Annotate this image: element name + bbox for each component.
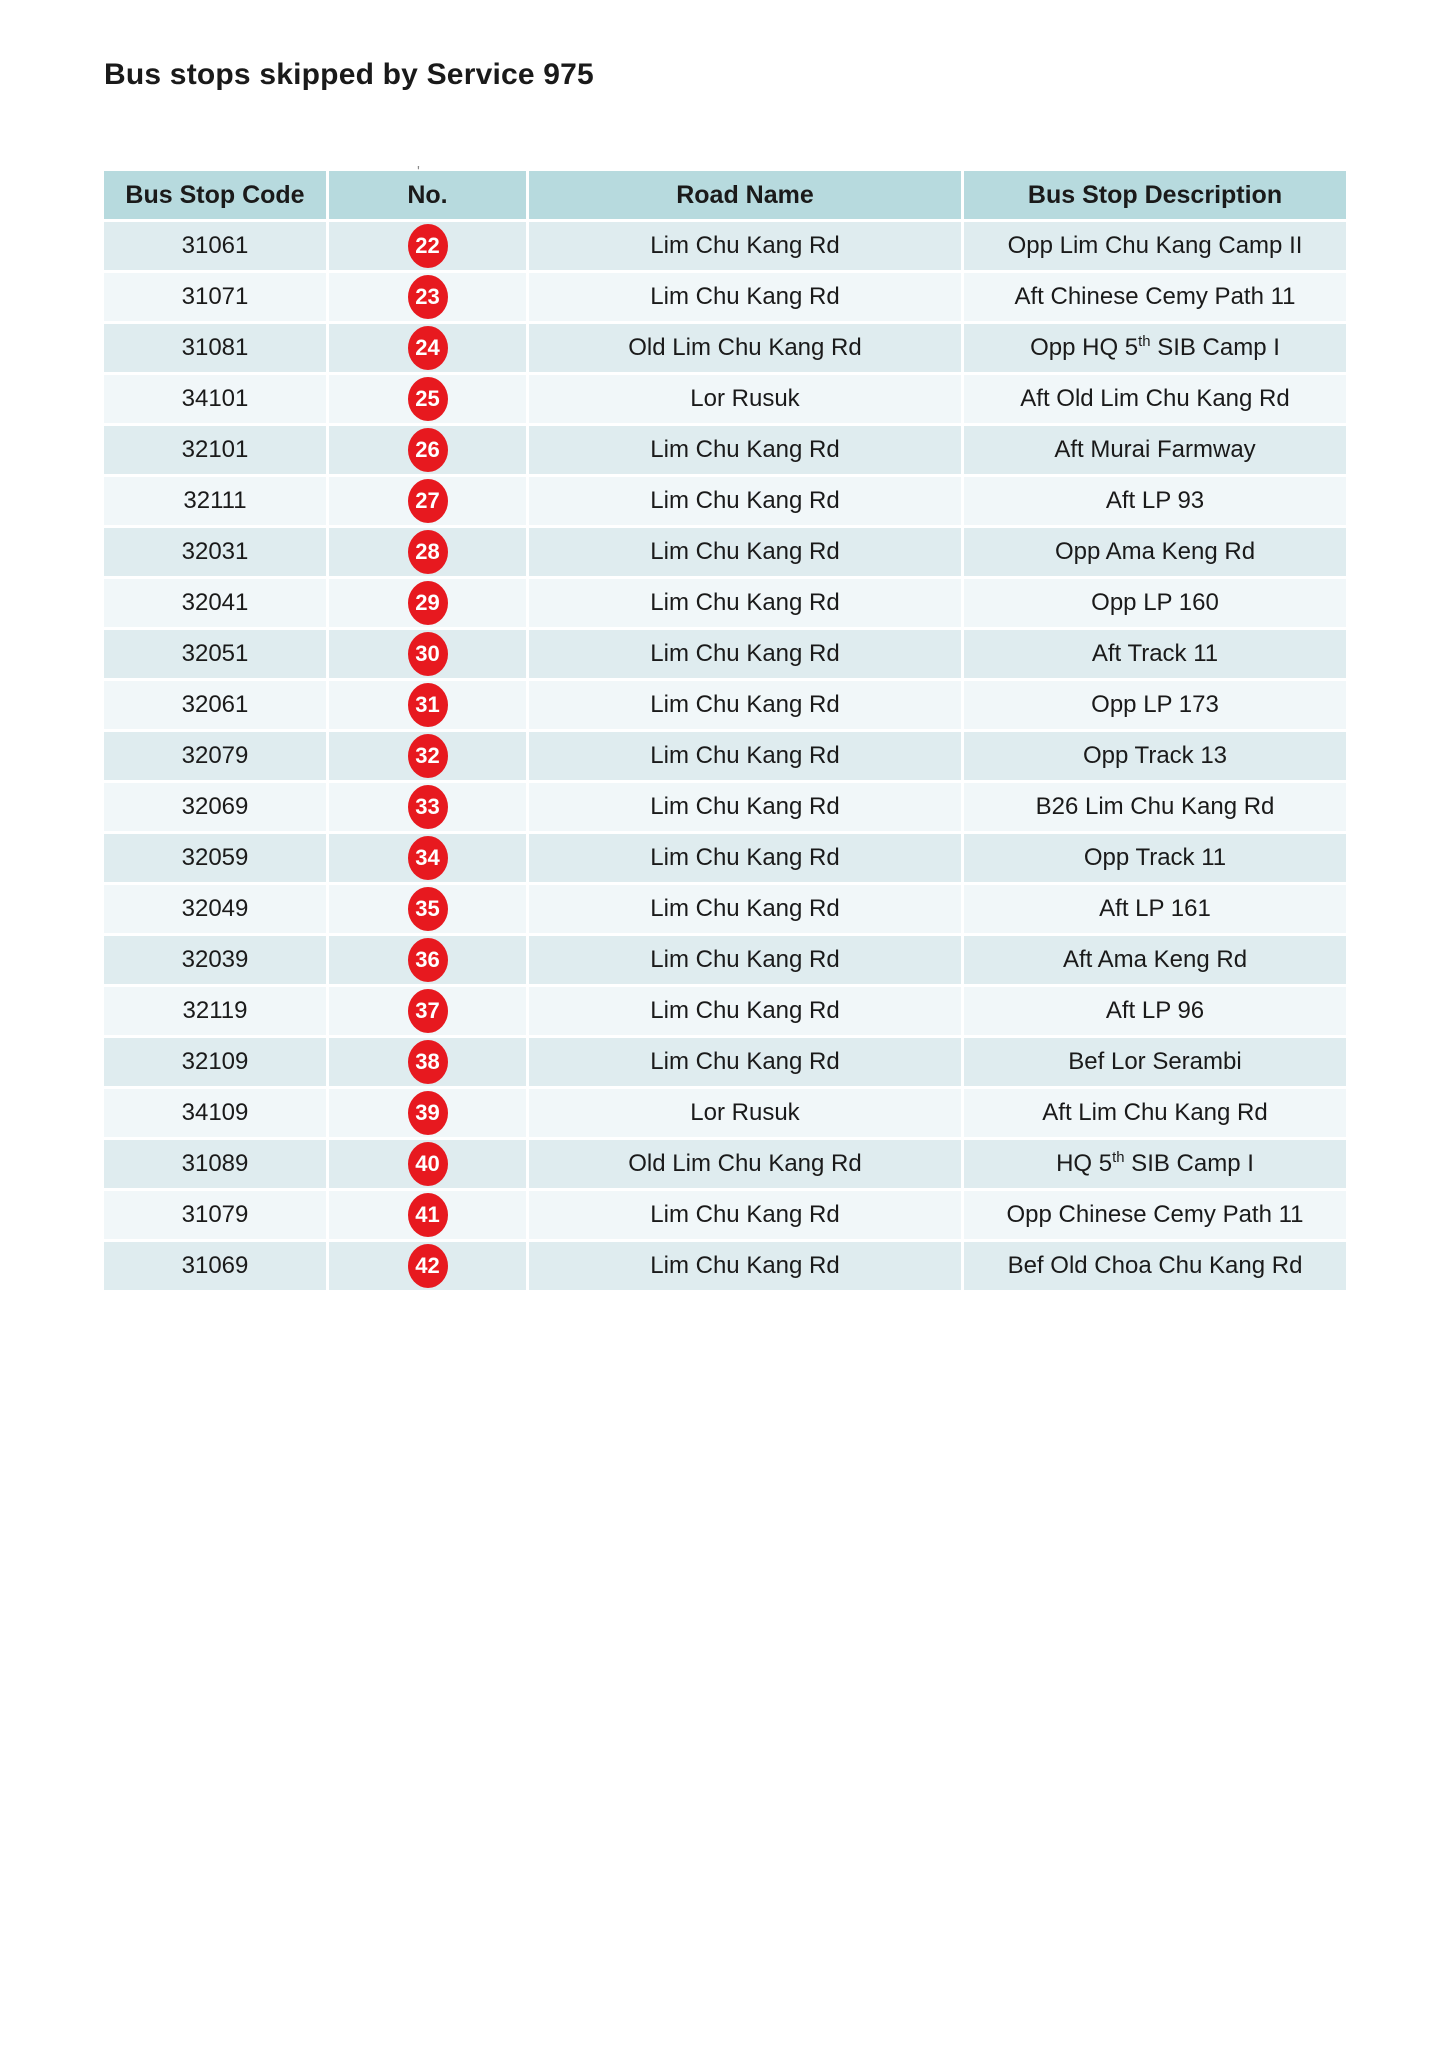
table-row <box>104 1140 1346 1188</box>
table-row <box>104 426 1346 474</box>
road-name-cell: Old Lim Chu Kang Rd <box>529 1140 961 1188</box>
stop-number-badge: 41 <box>408 1193 448 1237</box>
stop-number-cell <box>329 681 526 729</box>
bus-stop-code-cell: 32109 <box>104 1038 326 1086</box>
stop-number-badge: 36 <box>408 938 448 982</box>
road-name-cell: Lim Chu Kang Rd <box>529 885 961 933</box>
stop-number-badge: 28 <box>408 530 448 574</box>
stop-number-badge: 38 <box>408 1040 448 1084</box>
table-row <box>104 1191 1346 1239</box>
road-name-cell: Lim Chu Kang Rd <box>529 936 961 984</box>
stop-number-badge: 25 <box>408 377 448 421</box>
bus-stop-code-cell: 31069 <box>104 1242 326 1290</box>
table-row <box>104 732 1346 780</box>
table-row <box>104 783 1346 831</box>
bus-stop-code-cell: 32051 <box>104 630 326 678</box>
road-name-cell: Lim Chu Kang Rd <box>529 987 961 1035</box>
col-header-no: No. <box>329 171 526 219</box>
bus-stop-code-cell: 32061 <box>104 681 326 729</box>
stop-number-badge: 24 <box>408 326 448 370</box>
table-row <box>104 324 1346 372</box>
bus-stop-description-cell: Opp Ama Keng Rd <box>964 528 1346 576</box>
table-row <box>104 222 1346 270</box>
road-name-cell: Lim Chu Kang Rd <box>529 783 961 831</box>
table-row <box>104 375 1346 423</box>
table-row <box>104 1038 1346 1086</box>
bus-stop-code-cell: 32041 <box>104 579 326 627</box>
road-name-cell: Old Lim Chu Kang Rd <box>529 324 961 372</box>
stop-number-badge: 23 <box>408 275 448 319</box>
stop-number-badge: 42 <box>408 1244 448 1288</box>
bus-stop-code-cell: 31061 <box>104 222 326 270</box>
stop-number-badge: 32 <box>408 734 448 778</box>
bus-stop-code-cell: 32079 <box>104 732 326 780</box>
bus-stop-description-cell: Aft LP 161 <box>964 885 1346 933</box>
col-header-road-name: Road Name <box>529 171 961 219</box>
bus-stop-code-cell: 34101 <box>104 375 326 423</box>
stop-number-badge: 31 <box>408 683 448 727</box>
bus-stop-code-cell: 32059 <box>104 834 326 882</box>
stop-number-cell <box>329 477 526 525</box>
table-row <box>104 936 1346 984</box>
stop-number-cell <box>329 1089 526 1137</box>
stop-number-cell <box>329 1038 526 1086</box>
stop-number-cell <box>329 528 526 576</box>
stop-number-badge: 29 <box>408 581 448 625</box>
table-row <box>104 834 1346 882</box>
stop-number-cell <box>329 630 526 678</box>
road-name-cell: Lim Chu Kang Rd <box>529 528 961 576</box>
stop-number-cell <box>329 1242 526 1290</box>
bus-stop-description-cell: Opp Chinese Cemy Path 11 <box>964 1191 1346 1239</box>
header-row <box>104 171 1346 219</box>
bus-stop-code-cell: 32101 <box>104 426 326 474</box>
bus-stop-description-cell: Opp LP 160 <box>964 579 1346 627</box>
table-row <box>104 579 1346 627</box>
stop-number-badge: 22 <box>408 224 448 268</box>
bus-stop-description-cell: HQ 5th SIB Camp I <box>964 1140 1346 1188</box>
road-name-cell: Lim Chu Kang Rd <box>529 834 961 882</box>
bus-stop-description-cell: B26 Lim Chu Kang Rd <box>964 783 1346 831</box>
table-row <box>104 528 1346 576</box>
col-header-bus-stop-code: Bus Stop Code <box>104 171 326 219</box>
bus-stop-code-cell: 32049 <box>104 885 326 933</box>
stop-number-badge: 26 <box>408 428 448 472</box>
table-row <box>104 1089 1346 1137</box>
road-name-cell: Lor Rusuk <box>529 1089 961 1137</box>
stop-number-cell <box>329 885 526 933</box>
table-header <box>104 171 1346 219</box>
bus-stop-code-cell: 32039 <box>104 936 326 984</box>
bus-stop-code-cell: 31071 <box>104 273 326 321</box>
bus-stop-description-cell: Aft LP 93 <box>964 477 1346 525</box>
stop-number-badge: 27 <box>408 479 448 523</box>
stop-number-cell <box>329 324 526 372</box>
stop-number-cell <box>329 834 526 882</box>
stop-number-badge: 40 <box>408 1142 448 1186</box>
table-row <box>104 987 1346 1035</box>
stop-number-cell <box>329 783 526 831</box>
stop-number-cell <box>329 732 526 780</box>
bus-stop-description-cell: Opp Track 11 <box>964 834 1346 882</box>
road-name-cell: Lim Chu Kang Rd <box>529 681 961 729</box>
table-row <box>104 885 1346 933</box>
bus-stop-code-cell: 32031 <box>104 528 326 576</box>
stop-number-cell <box>329 579 526 627</box>
stop-number-badge: 30 <box>408 632 448 676</box>
table-row <box>104 681 1346 729</box>
road-name-cell: Lim Chu Kang Rd <box>529 477 961 525</box>
road-name-cell: Lim Chu Kang Rd <box>529 426 961 474</box>
bus-stop-code-cell: 34109 <box>104 1089 326 1137</box>
bus-stop-description-cell: Aft Chinese Cemy Path 11 <box>964 273 1346 321</box>
road-name-cell: Lor Rusuk <box>529 375 961 423</box>
table-row <box>104 273 1346 321</box>
bus-stop-code-cell: 31089 <box>104 1140 326 1188</box>
table-body <box>104 222 1346 1290</box>
stop-number-badge: 33 <box>408 785 448 829</box>
road-name-cell: Lim Chu Kang Rd <box>529 630 961 678</box>
col-header-bus-stop-description: Bus Stop Description <box>964 171 1346 219</box>
table-row <box>104 630 1346 678</box>
bus-stop-description-cell: Aft Old Lim Chu Kang Rd <box>964 375 1346 423</box>
stop-number-cell <box>329 1191 526 1239</box>
bus-stop-description-cell: Bef Lor Serambi <box>964 1038 1346 1086</box>
bus-stop-description-cell: Aft Murai Farmway <box>964 426 1346 474</box>
table-row <box>104 477 1346 525</box>
road-name-cell: Lim Chu Kang Rd <box>529 273 961 321</box>
bus-stops-table <box>101 168 1349 1293</box>
road-name-cell: Lim Chu Kang Rd <box>529 732 961 780</box>
bus-stop-description-cell: Aft LP 96 <box>964 987 1346 1035</box>
bus-stop-code-cell: 32119 <box>104 987 326 1035</box>
stop-number-cell <box>329 222 526 270</box>
page-title: Bus stops skipped by Service 975 <box>104 58 594 91</box>
bus-stop-description-cell: Opp LP 173 <box>964 681 1346 729</box>
stop-number-cell <box>329 936 526 984</box>
stop-number-badge: 35 <box>408 887 448 931</box>
bus-stop-description-cell: Opp HQ 5th SIB Camp I <box>964 324 1346 372</box>
stop-number-badge: 34 <box>408 836 448 880</box>
bus-stop-description-cell: Bef Old Choa Chu Kang Rd <box>964 1242 1346 1290</box>
bus-stop-description-cell: Aft Lim Chu Kang Rd <box>964 1089 1346 1137</box>
bus-stop-code-cell: 31079 <box>104 1191 326 1239</box>
road-name-cell: Lim Chu Kang Rd <box>529 1191 961 1239</box>
stop-number-cell <box>329 273 526 321</box>
stop-number-badge: 37 <box>408 989 448 1033</box>
bus-stop-code-cell: 32111 <box>104 477 326 525</box>
stop-number-cell <box>329 375 526 423</box>
stop-number-cell <box>329 1140 526 1188</box>
bus-stop-description-cell: Aft Track 11 <box>964 630 1346 678</box>
road-name-cell: Lim Chu Kang Rd <box>529 1038 961 1086</box>
road-name-cell: Lim Chu Kang Rd <box>529 579 961 627</box>
bus-stop-description-cell: Aft Ama Keng Rd <box>964 936 1346 984</box>
stop-number-badge: 39 <box>408 1091 448 1135</box>
bus-stop-code-cell: 31081 <box>104 324 326 372</box>
table-row <box>104 1242 1346 1290</box>
bus-stop-description-cell: Opp Lim Chu Kang Camp II <box>964 222 1346 270</box>
road-name-cell: Lim Chu Kang Rd <box>529 1242 961 1290</box>
road-name-cell: Lim Chu Kang Rd <box>529 222 961 270</box>
stop-number-cell <box>329 426 526 474</box>
bus-stop-code-cell: 32069 <box>104 783 326 831</box>
stop-number-cell <box>329 987 526 1035</box>
bus-stop-description-cell: Opp Track 13 <box>964 732 1346 780</box>
